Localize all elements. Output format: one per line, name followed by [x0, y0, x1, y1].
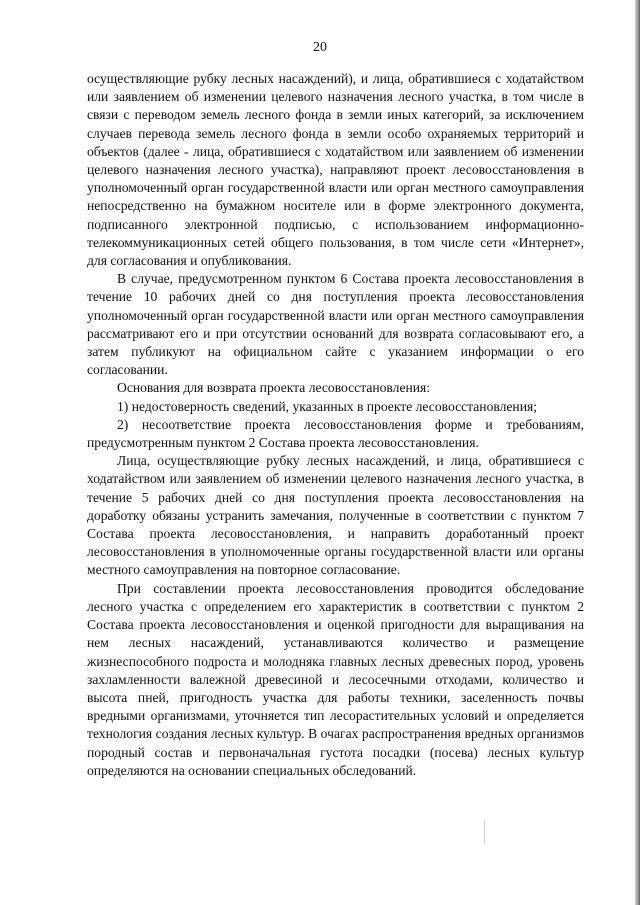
document-body — [87, 70, 584, 780]
paragraph-return-grounds-heading: Основания для возврата проекта лесовосстановления: — [117, 380, 431, 396]
scan-artifact-line — [484, 820, 485, 844]
paragraph-site-survey: При составлении проекта лесовосстановления проводится обследование лесного участка с определением его характеристик в соответствии с пунктом 2 Состава проекта лесовосстановления и оценкой пригодности для выращивания на нем лесных насаждений, устанавливаются количество и размещение жизнеспособного подроста и молодняка главных лесных древесных пород, уровень захламленности валежной древесиной и лесосечными отходами, количество и высота пней, пригодность участка для работы техники, заселенность почвы вредными организмами, уточняется тип лесорастительных условий и определяется технология создания лесных культур. В очагах распространения вредных организмов породный состав и первоначальная густота посадки (посева) лесных культур определяются на основании специальных обследований. — [87, 580, 584, 778]
list-item-return-ground-2: 2) несоответствие проекта лесовосстановления форме и требованиям, предусмотренным пунктом 2 Состава проекта лесовосстановления. — [87, 416, 584, 451]
page-number: 20 — [313, 40, 327, 55]
binding-edge-shadow — [635, 0, 640, 905]
paragraph-approval-period: В случае, предусмотренном пунктом 6 Состава проекта лесовосстановления в течение 10 рабочих дней со дня поступления проекта лесовосстановления уполномоченный орган государственной власти или орган местного самоуправления рассматривают его и при отсутствии оснований для возврата согласовывают его, а затем публикуют на официальном сайте с указанием информации о его согласовании. — [87, 271, 584, 378]
paragraph-continuation: осуществляющие рубку лесных насаждений), и лица, обратившиеся с ходатайством или заявлением об изменении целевого назначения лесного участка, в том числе в связи с переводом земель лесного фонда в земли иных категорий, за исключением случаев перевода земель лесного фонда в земли особо охраняемых территорий и объектов (далее - лица, обратившиеся с ходатайством или заявлением об изменении целевого назначения лесного участка), направляют проект лесовосстановления в уполномоченный орган государственной власти или орган местного самоуправления непосредственно на бумажном носителе или в форме электронного документа, подписанного электронной подписью, с использованием информационно-телекоммуникационных сетей общего пользования, в том числе сети «Интернет», для согласования и опубликования. — [87, 71, 584, 269]
paragraph-revision: Лица, осуществляющие рубку лесных насаждений, и лица, обратившиеся с ходатайством или заявлением об изменении целевого назначения лесного участка, в течение 5 рабочих дней со дня поступления проекта лесовосстановления на доработку обязаны устранить замечания, полученные в соответствии с пунктом 7 Состава проекта лесовосстановления, и направить доработанный проект лесовосстановления в уполномоченные органы государственной власти или органы местного самоуправления на повторное согласование. — [87, 453, 584, 578]
list-item-return-ground-1: 1) недостоверность сведений, указанных в проекте лесовосстановления; — [117, 398, 537, 414]
